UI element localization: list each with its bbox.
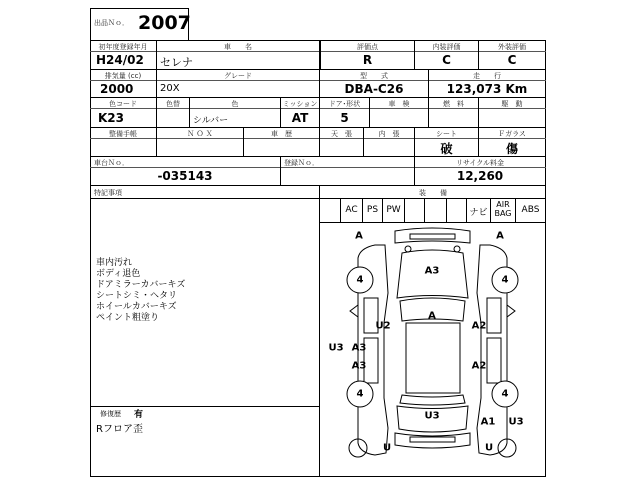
drive-label: 駆 動 (501, 100, 523, 108)
damage-mark: U2 (375, 320, 391, 332)
damage-mark: U3 (328, 342, 344, 354)
remark-line: ホイールカバーキズ (96, 302, 177, 312)
car-name-label: 車 名 (224, 43, 252, 51)
equip-pw: PW (386, 205, 401, 215)
repair-label: 修復歴 (100, 410, 121, 418)
remarks-list (96, 258, 185, 324)
remark-line: ドアミラーカバーキズ (96, 280, 186, 290)
exterior-score: C (507, 53, 517, 67)
damage-mark: A (428, 310, 436, 322)
equipment-label: 装 備 (419, 189, 447, 197)
damage-mark: A2 (471, 320, 487, 332)
model-label: 型 式 (360, 72, 388, 80)
damage-mark: A3 (351, 360, 367, 372)
door: 5 (340, 111, 349, 125)
inspection-label: 車 検 (388, 100, 410, 108)
reg-year-label: 初年度登録年月 (98, 43, 148, 51)
chassis-label: 車台Ｎｏ． (94, 159, 129, 167)
damage-mark: 4 (356, 388, 364, 400)
interior-score: C (442, 53, 451, 67)
mileage: 123,073 Km (446, 82, 528, 96)
equip-ps: PS (366, 205, 379, 215)
damage-mark: A2 (471, 360, 487, 372)
history-label: 車 歴 (271, 130, 292, 138)
nox-label: Ｎ Ｏ Ｘ (187, 130, 213, 138)
score-label: 評価点 (357, 43, 378, 51)
displacement: 2000 (100, 82, 134, 96)
equip-ac: AC (345, 205, 358, 215)
mission-label: ミッション (282, 100, 318, 108)
seat: 破 (440, 142, 453, 156)
exhibit-no: 2007 (138, 12, 191, 34)
damage-mark: 4 (501, 388, 509, 400)
equip-abs: ABS (521, 205, 540, 215)
repair-value: 有 (134, 410, 144, 420)
glass-label: Ｆガラス (498, 130, 526, 138)
fuel-label: 燃 料 (443, 100, 464, 108)
damage-mark: U3 (508, 416, 524, 428)
damage-mark: U (382, 442, 392, 454)
interior-label: 内装評価 (432, 43, 461, 51)
remark-line: 車内汚れ (96, 258, 133, 268)
seat-label: シート (436, 130, 457, 138)
glass: 傷 (505, 142, 518, 156)
car-name: セレナ (160, 56, 193, 69)
remark-line: シートシミ・ヘタリ (96, 291, 178, 301)
damage-mark: A (355, 230, 363, 242)
color-label: 色 (231, 100, 239, 108)
recycle-fee: 12,260 (456, 169, 504, 183)
damage-mark: A3 (424, 265, 440, 277)
exterior-label: 外装評価 (498, 43, 526, 51)
remark-line: ペイント粗塗り (96, 313, 160, 323)
damage-mark: 4 (501, 274, 509, 286)
grade-label: グレード (224, 72, 252, 80)
score: R (362, 53, 373, 67)
remark-line: ボディ退色 (96, 269, 141, 279)
chassis-no: -035143 (157, 169, 213, 183)
mission: AT (291, 111, 309, 125)
damage-mark: A3 (351, 342, 367, 354)
equip-airbag: AIR BAG (494, 200, 512, 218)
damage-mark: A (496, 230, 504, 242)
repair-detail: Rフロア歪 (96, 424, 143, 435)
roof-label: 天 張 (331, 130, 352, 138)
damage-mark: U3 (424, 410, 440, 422)
mileage-label: 走 行 (473, 72, 501, 80)
exhibit-no-label: 出品Ｎｏ． (94, 19, 129, 27)
door-label: ドア･形状 (328, 100, 361, 108)
recycle-label: リサイクル料金 (455, 159, 505, 167)
color-code: K23 (98, 111, 124, 125)
displacement-label: 排気量 (cc) (104, 72, 142, 80)
grade: 20X (160, 83, 180, 94)
damage-mark: U (484, 442, 494, 454)
model: DBA-C26 (344, 82, 404, 96)
damage-mark: A1 (480, 416, 496, 428)
service-label: 整備手帳 (109, 130, 137, 138)
color-type-label: 色替 (166, 100, 180, 108)
interior-trim-label: 内 張 (378, 130, 400, 138)
damage-mark: 4 (356, 274, 364, 286)
color: シルバー (193, 116, 229, 126)
color-code-label: 色コード (109, 100, 137, 108)
reg-year: H24/02 (96, 53, 144, 67)
remarks-label: 特記事項 (94, 189, 122, 197)
registration-label: 登録Ｎｏ． (284, 159, 319, 167)
equip-navi: ナビ (469, 208, 488, 218)
